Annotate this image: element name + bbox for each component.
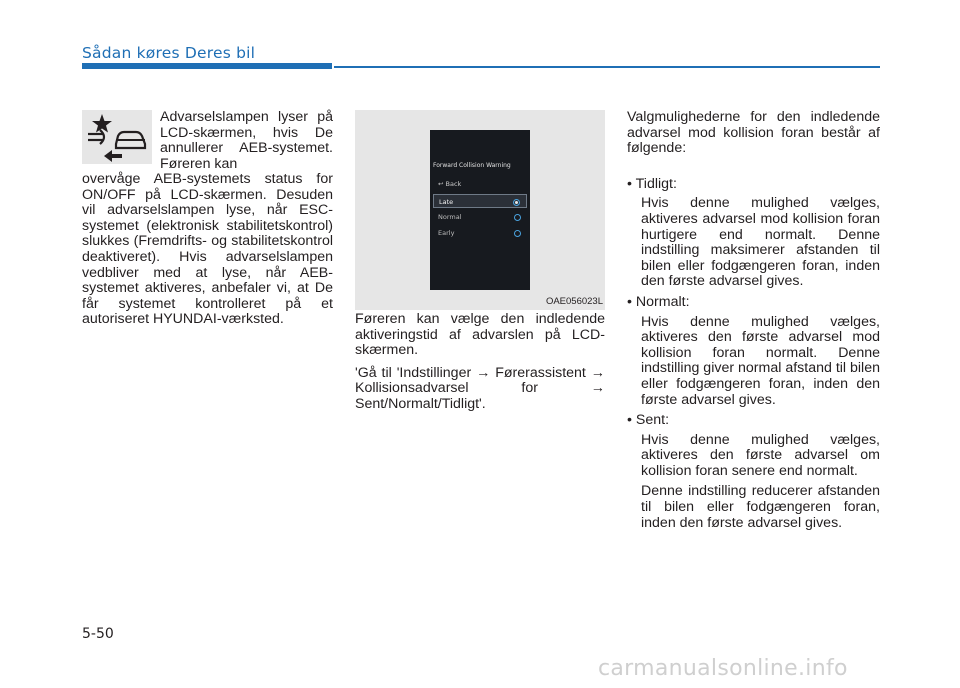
bullet-text: Hvis denne mulighed vælges, aktiveres den første advarsel mod kollision foran normalt. Denne indstilling giver normal afstand til bilen eller fodgængeren foran, inden den første advarsel gives. <box>641 313 880 408</box>
option-early: Early <box>433 226 527 240</box>
figure-code: OAE056023L <box>545 296 603 307</box>
bullet-text: Hvis denne mulighed vælges, aktiveres den første advarsel om kollision foran senere end normalt. <box>641 431 880 479</box>
radio-icon <box>514 214 521 221</box>
lcd-settings-figure <box>355 110 605 310</box>
radio-selected-icon <box>513 199 520 206</box>
header-rule-thick <box>82 63 332 69</box>
paragraph: 'Gå til 'Indstillinger → Førerassistent → Kollisionsadvarsel for → Sent/Normalt/Tidligt'. <box>355 364 605 412</box>
bullet-label: • Normalt: <box>627 293 690 310</box>
aeb-warning-icon <box>82 110 152 164</box>
watermark: carmanualsonline.info <box>598 656 848 681</box>
bullet-label: • Tidligt: <box>627 175 677 192</box>
back-arrow-icon: ↩ <box>438 180 446 188</box>
paragraph: Føreren kan vælge den indledende aktiveringstid af advarslen på LCD-skærmen. <box>355 311 605 359</box>
bullet-text: Denne indstilling reducerer afstanden til bilen eller fodgængeren foran, inden den første advarsel gives. <box>641 483 880 531</box>
aeb-paragraph-rest: overvåge AEB-systemets status for ON/OFF på LCD-skærmen. Desuden vil advarselslampen lyse, når ESC-systemet (elektronisk stabilitetskontrol) slukkes (Fremdrifts- og stabilitetskontrol deaktiveret). Hvis advarselslampen vedbliver med at lyse, når AEB-systemet aktiveres, anbefaler vi, at De får systemet kontrolleret på et autoriseret HYUNDAI-værksted. <box>82 171 333 328</box>
aeb-paragraph-start: Advarselslampen lyser på LCD-skærmen, hvis De annullerer AEB-systemet. Føreren kan <box>160 109 333 172</box>
back-button: ↩ Back <box>438 180 462 188</box>
option-late: Late <box>433 194 527 208</box>
screen-title: Forward Collision Warning <box>433 162 511 169</box>
column-3-text <box>627 110 880 531</box>
column-2-text <box>355 312 605 413</box>
bullet-label: • Sent: <box>627 412 670 429</box>
header-rule-thin <box>334 66 880 68</box>
intro-paragraph: Valgmulighederne for den indledende advarsel mod kollision foran består af følgende: <box>627 109 880 157</box>
option-normal: Normal <box>433 210 527 224</box>
lcd-screen <box>430 130 530 290</box>
section-title: Sådan køres Deres bil <box>82 44 256 62</box>
radio-icon <box>514 230 521 237</box>
bullet-text: Hvis denne mulighed vælges, aktiveres advarsel mod kollision foran hurtigere end normalt. Denne indstilling maksimerer afstanden til bilen eller fodgængeren foran, inden den første advarsel gives. <box>641 195 880 290</box>
page-number: 5-50 <box>82 626 114 642</box>
